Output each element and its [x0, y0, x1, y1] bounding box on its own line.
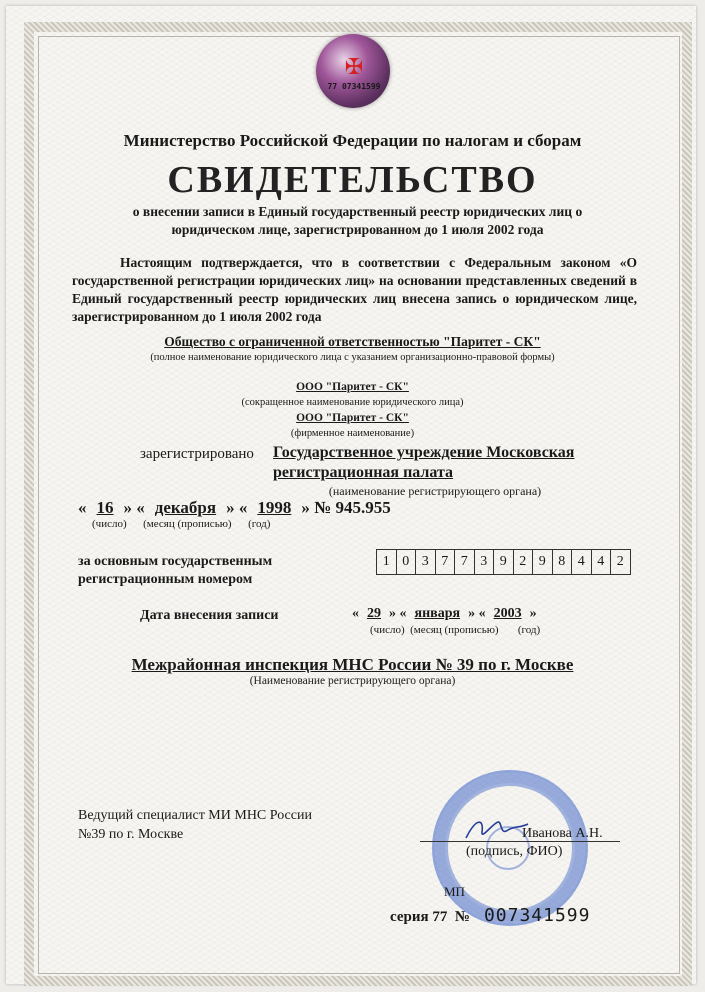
- reg-number-digit: 4: [592, 549, 612, 575]
- reg-number-digit: 0: [397, 549, 417, 575]
- entry-date: « 29 » « января » « 2003 »: [352, 606, 537, 621]
- caption-day: (число): [92, 518, 127, 530]
- reg-number-digit: 7: [455, 549, 475, 575]
- registration-month: декабря: [154, 498, 217, 517]
- entity-short-name-caption: (сокращенное наименование юридического лица): [241, 397, 464, 408]
- reg-number-digit: 1: [377, 549, 397, 575]
- eagle-emblem-icon: ✠: [344, 54, 364, 79]
- registration-number: 945.955: [335, 498, 391, 517]
- registering-authority-line2: регистрационная палата: [273, 464, 454, 481]
- entity-short-name: ООО "Паритет - СК": [296, 381, 409, 393]
- ministry-name: Министерство Российской Федерации по налогам и сборам: [123, 131, 582, 150]
- entity-firm-name-caption: (фирменное наименование): [290, 428, 415, 439]
- entity-firm-name: ООО "Паритет - СК": [296, 412, 409, 424]
- series-number-sign: №: [454, 909, 470, 925]
- registering-authority: [273, 443, 613, 483]
- reg-number-digit: 2: [514, 549, 534, 575]
- reg-number-digit: 4: [572, 549, 592, 575]
- document-subtitle: о внесении записи в Единый государственный реестр юридических лиц о юридическом лице, зарегистрированном до 1 июля 2002 года: [132, 204, 583, 237]
- signer-name: Иванова А.Н.: [522, 826, 603, 841]
- inspection-name: Межрайонная инспекция МНС России № 39 по г. Москве: [131, 655, 574, 674]
- specialist-position: [78, 806, 312, 844]
- entity-full-name-caption: (полное наименование юридического лица с указанием организационно-правовой формы): [150, 352, 555, 363]
- registering-authority-caption: (наименование регистрирующего органа): [328, 484, 542, 498]
- specialist-position-line1: Ведущий специалист МИ МНС России: [78, 808, 312, 823]
- entry-month: января: [414, 606, 461, 621]
- entry-date-caption: [370, 624, 540, 636]
- caption-year: (год): [248, 518, 271, 530]
- signature-caption: (подпись, ФИО): [466, 844, 563, 859]
- registration-number-sign: №: [314, 498, 332, 517]
- reg-number-digit: 9: [494, 549, 514, 575]
- registration-year: 1998: [257, 498, 292, 517]
- entry-caption-month: (месяц (прописью): [410, 624, 499, 636]
- registered-label: зарегистрировано: [140, 446, 254, 462]
- main-reg-label-line2: регистрационным номером: [78, 572, 253, 587]
- series-number: [390, 905, 590, 926]
- reg-number-digit: 7: [436, 549, 456, 575]
- main-reg-number: [376, 549, 631, 575]
- series-label: серия: [390, 909, 429, 925]
- entry-date-label: Дата внесения записи: [140, 608, 279, 623]
- reg-number-digit: 8: [553, 549, 573, 575]
- seal-place-label: МП: [444, 884, 465, 899]
- registering-authority-line1: Государственное учреждение Московская: [273, 444, 575, 461]
- series-code: 77: [432, 909, 448, 925]
- registration-day: 16: [96, 498, 114, 517]
- reg-number-digit: 9: [533, 549, 553, 575]
- registration-date: « 16 » « декабря » « 1998 » № 945.955: [78, 498, 391, 517]
- inspection-caption: (Наименование регистрирующего органа): [249, 675, 456, 687]
- caption-month: (месяц (прописью): [143, 518, 232, 530]
- specialist-position-line2: №39 по г. Москве: [78, 827, 184, 842]
- entry-year: 2003: [493, 606, 522, 621]
- reg-number-digit: 2: [611, 549, 631, 575]
- entry-caption-day: (число): [370, 624, 405, 636]
- registration-date-caption: [92, 518, 270, 530]
- entry-caption-year: (год): [517, 624, 541, 636]
- document-title: СВИДЕТЕЛЬСТВО: [167, 159, 538, 201]
- reg-number-digit: 3: [416, 549, 436, 575]
- reg-number-digit: 3: [475, 549, 495, 575]
- confirmation-paragraph: Настоящим подтверждается, что в соответствии с Федеральным законом «О государственной регистрации юридических лиц» на основании представленных сведений в Единый государственный реестр юридических лиц внесена запись о юридическом лице, зарегистрированном до 1 июля 2002 года: [72, 255, 637, 324]
- entity-full-name: Общество с ограниченной ответственностью "Паритет - СК": [164, 334, 541, 349]
- main-reg-label-line1: за основным государственным: [78, 554, 273, 569]
- hologram-number: 77 07341599: [327, 82, 381, 91]
- entry-day: 29: [367, 606, 381, 621]
- series-number-value: 007341599: [483, 905, 591, 926]
- main-reg-label: [78, 553, 272, 589]
